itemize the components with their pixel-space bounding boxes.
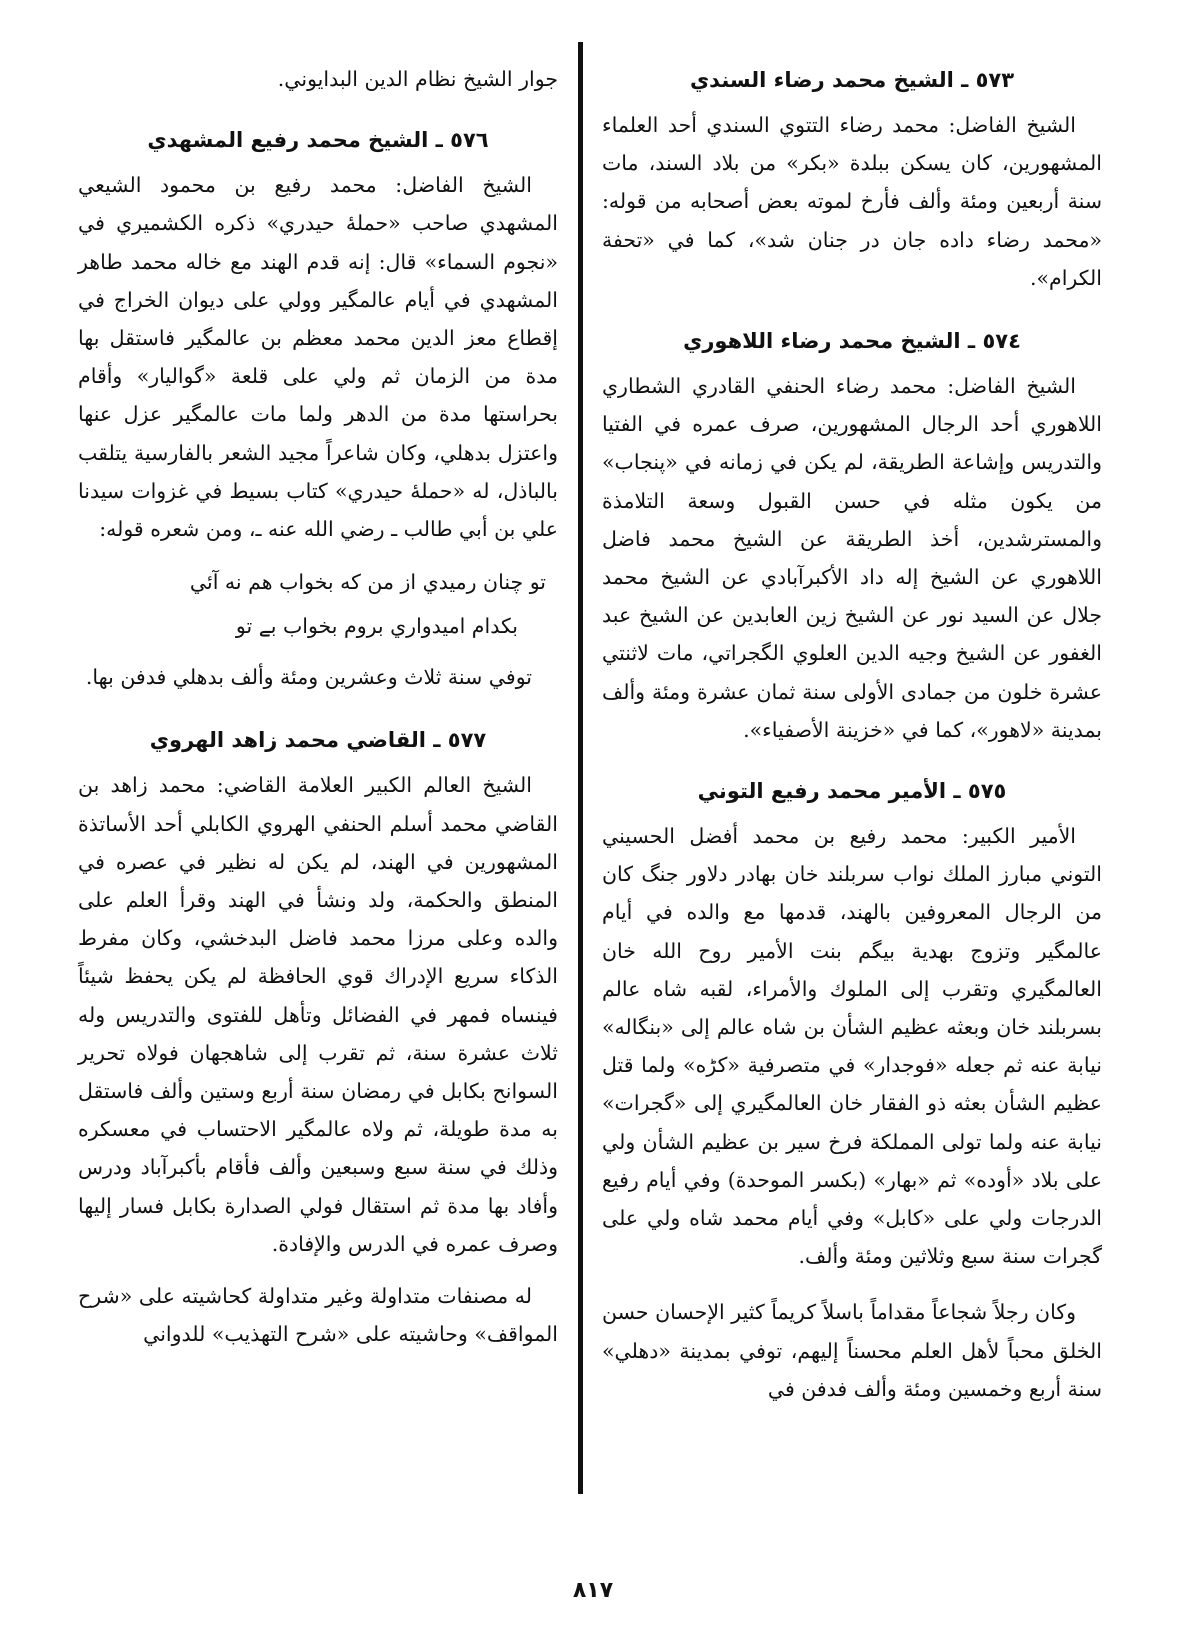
entry-575-body-2: وكان رجلاً شجاعاً مقداماً باسلاً كريماً كثير الإحسان حسن الخلق محباً لأهل العلم محسناً إليهم، توفي بمدينة «دهلي» سنة أربع وخمسين ومئة وألف فدفن في (602, 1300, 1102, 1401)
persian-poem (78, 560, 558, 648)
entry-575-continuation: جوار الشيخ نظام الدين البدايوني. (277, 67, 558, 91)
entry-575-body-1: الأمير الكبير: محمد رفيع بن محمد أفضل الحسيني التوني مبارز الملك نواب سربلند خان بهادر دلاور جنگ كان من الرجال المعروفين بالهند، قدمها مع والده في أيام عالمگير وتزوج بهدية بيگم بنت الأمير روح الله خان العالمگيري وتقرب إلى الملوك والأمراء، لقبه شاه عالم بسربلند خان وبعثه عظيم الشأن بن شاه عالم إلى «بنگاله» نيابة عنه ثم جعله «فوجدار» في متصرفية «كڑه» ولما قتل عظيم الشأن بعثه ذو الفقار خان العالمگيري إلى «گجرات» نيابة عنه ولما تولى المملكة فرخ سير بن عظيم الشأن ولي على بلاد «أوده» ثم «بهار» (بكسر الموحدة) وفي أيام رفيع الدرجات ولي على «كابل» وفي أيام محمد شاه ولي على گجرات سنة سبع وثلاثين ومئة وألف. (602, 824, 1102, 1269)
entry-573-title: ٥٧٣ ـ الشيخ محمد رضاء السندي (689, 68, 1015, 92)
left-column (78, 60, 558, 1353)
column-divider (578, 42, 583, 1494)
entry-576-end: توفي سنة ثلاث وعشرين ومئة وألف بدهلي فدفن بها. (85, 665, 532, 690)
entry-576-title: ٥٧٦ ـ الشيخ محمد رفيع المشهدي (147, 128, 489, 153)
right-column (602, 60, 1102, 1408)
entry-577-body-1: الشيخ العالم الكبير العلامة القاضي: محمد زاهد بن القاضي محمد أسلم الحنفي الهروي الكابلي أحد الأساتذة المشهورين في الهند، لم يكن له نظير في عصره في المنطق والحكمة، ولد ونشأ في الهند وقرأ العلم على والده وعلى مرزا محمد فاضل البدخشي، وكان مفرط الذكاء سريع الإدراك قوي الحافظة لم يكن يحفظ شيئاً فينساه فمهر في الفضائل وتأهل للفتوى والتدريس وله ثلاث عشرة سنة، ثم تقرب إلى شاهجهان فولاه تحرير السوانح بكابل في رمضان سنة أربع وستين وألف فاستقل به مدة طويلة، ثم ولاه عالمگير الاحتساب في معسكره وذلك في سنة سبع وسبعين وألف فأقام بأكبرآباد ودرس وأفاد بها مدة ثم استقال فولي الصدارة بكابل فسار إليها وصرف عمره في الدرس والإفادة. (78, 773, 558, 1256)
entry-574-title: ٥٧٤ ـ الشيخ محمد رضاء اللاهوري (683, 329, 1021, 354)
poem-line-2: بكدام اميدواري بروم بخواب بے تو (235, 614, 518, 639)
entry-577-body-2: له مصنفات متداولة وغير متداولة كحاشيته على «شرح المواقف» وحاشيته على «شرح التهذيب» للدواني (78, 1284, 558, 1347)
entry-576-body: الشيخ الفاضل: محمد رفيع بن محمود الشيعي المشهدي صاحب «حملهٔ حيدري» ذكره الكشميري في «نجوم السماء» قال: إنه قدم الهند مع خاله محمد طاهر المشهدي في أيام عالمگير وولي على ديوان الخراج في إقطاع معز الدين محمد معظم بن عالمگير فاستقل بها مدة من الزمان ثم ولي على قلعة «گواليار» وأقام بحراستها مدة من الدهر ولما مات عالمگير عزل عنها واعتزل بدهلي، وكان شاعراً مجيد الشعر بالفارسية يتلقب بالباذل، له «حملهٔ حيدري» كتاب بسيط في غزوات سيدنا علي بن أبي طالب ـ رضي الله عنه ـ، ومن شعره قوله: (78, 173, 558, 542)
page-number: ٨١٧ (572, 1578, 614, 1603)
entry-577-title: ٥٧٧ ـ القاضي محمد زاهد الهروي (149, 728, 487, 753)
entry-575-title: ٥٧٥ ـ الأمير محمد رفيع التوني (697, 779, 1007, 804)
entry-573-body: الشيخ الفاضل: محمد رضاء التتوي السندي أحد العلماء المشهورين، كان يسكن ببلدة «بكر» من بلاد السند، مات سنة أربعين ومئة وألف فأرخ لموته بعض أصحابه من قوله: «محمد رضاء داده جان در جنان شد»، كما في «تحفة الكرام». (602, 113, 1102, 290)
entry-574-body: الشيخ الفاضل: محمد رضاء الحنفي القادري الشطاري اللاهوري أحد الرجال المشهورين، صرف عمره في الفتيا والتدريس وإشاعة الطريقة، لم يكن في زمانه في «پنجاب» من يكون مثله في حسن القبول وسعة التلامذة والمسترشدين، أخذ الطريقة عن الشيخ محمد فاضل اللاهوري عن الشيخ إله داد الأكبرآبادي عن الشيخ محمد جلال عن السيد نور عن الشيخ زين العابدين عن الشيخ عبد الغفور عن الشيخ وجيه الدين العلوي الگجراتي، مات لاثنتي عشرة خلون من جمادى الأولى سنة ثمان عشرة ومئة وألف بمدينة «لاهور»، كما في «خزينة الأصفياء». (602, 374, 1102, 742)
poem-line-1: تو چنان رميدي از من كه بخواب هم نه آئي (189, 570, 546, 595)
